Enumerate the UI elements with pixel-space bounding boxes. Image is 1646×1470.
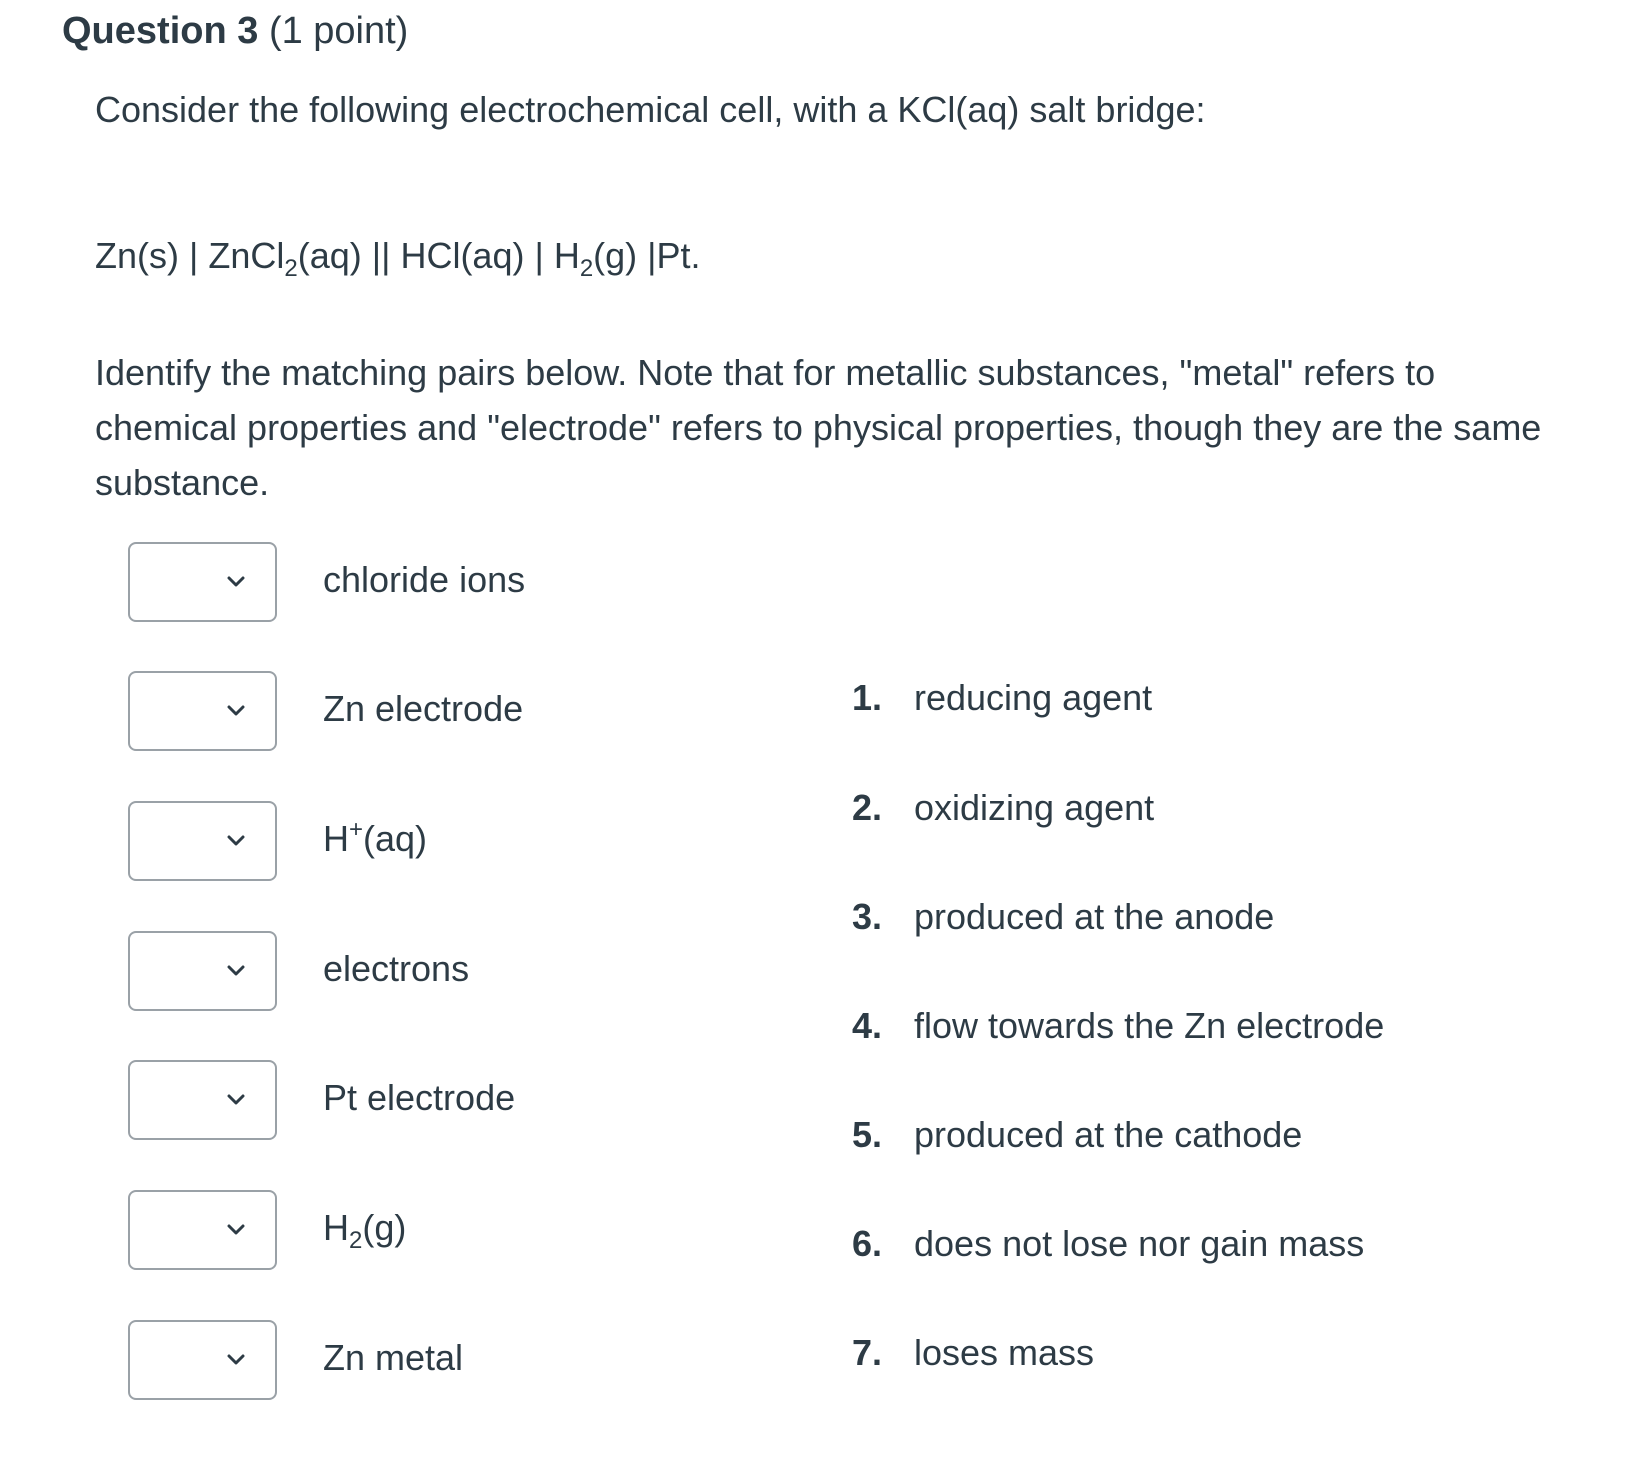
- match-select[interactable]: [128, 931, 277, 1011]
- answer-number: 3.: [852, 896, 883, 937]
- match-label-part: (g): [362, 1207, 407, 1248]
- cell-notation-subscript: 2: [579, 255, 594, 282]
- match-row: [128, 671, 828, 753]
- match-row: [128, 1320, 828, 1402]
- match-row: [128, 1060, 828, 1142]
- match-row: [128, 542, 828, 624]
- prompt-intro: Consider the following electrochemical cell, with a KCl(aq) salt bridge:: [95, 89, 1206, 130]
- match-label-part: (aq): [363, 818, 428, 859]
- match-label: Zn metal: [323, 1337, 464, 1378]
- match-select[interactable]: [128, 671, 277, 751]
- match-label: [323, 817, 427, 861]
- match-select[interactable]: [128, 801, 277, 881]
- match-row: [128, 931, 828, 1013]
- answer-item: [852, 1222, 1364, 1266]
- answer-item: [852, 895, 1274, 939]
- chevron-down-icon: [227, 576, 245, 588]
- chevron-down-icon: [227, 965, 245, 977]
- answer-item: [852, 786, 1154, 830]
- prompt-instructions: Identify the matching pairs below. Note that for metallic substances, "metal" refers to chemical properties and "electrode" refers to physical properties, though they are the same substance.: [95, 352, 1542, 503]
- answer-item: [852, 1113, 1302, 1157]
- answer-number: 4.: [852, 1005, 883, 1046]
- answer-item: [852, 1004, 1384, 1048]
- chevron-down-icon: [227, 835, 245, 847]
- answer-item: [852, 676, 1152, 720]
- cell-notation: [95, 228, 701, 283]
- question-header: [62, 10, 408, 53]
- match-select[interactable]: [128, 1060, 277, 1140]
- match-select[interactable]: [128, 1320, 277, 1400]
- answer-text: does not lose nor gain mass: [914, 1223, 1365, 1264]
- chevron-down-icon: [227, 1094, 245, 1106]
- chevron-down-icon: [227, 1224, 245, 1236]
- match-label-part: H: [323, 818, 349, 859]
- answer-number: 6.: [852, 1223, 883, 1264]
- match-select[interactable]: [128, 542, 277, 622]
- answer-text: loses mass: [914, 1332, 1095, 1373]
- match-label: chloride ions: [323, 559, 526, 600]
- match-select[interactable]: [128, 1190, 277, 1270]
- cell-notation-part: (aq) || HCl(aq) | H: [297, 235, 580, 276]
- match-label: electrons: [323, 948, 470, 989]
- chevron-down-icon: [227, 705, 245, 717]
- cell-notation-part: Zn(s) | ZnCl: [95, 235, 285, 276]
- cell-notation-part: (g) |Pt.: [593, 235, 701, 276]
- answer-text: produced at the anode: [914, 896, 1275, 937]
- question-points: (1 point): [268, 10, 409, 52]
- match-label: Pt electrode: [323, 1077, 516, 1118]
- match-label-superscript: +: [349, 816, 364, 843]
- answer-number: 2.: [852, 787, 883, 828]
- answer-number: 7.: [852, 1332, 883, 1373]
- match-label-part: H: [323, 1207, 349, 1248]
- answer-text: oxidizing agent: [914, 787, 1155, 828]
- chevron-down-icon: [227, 1354, 245, 1366]
- match-label-subscript: 2: [349, 1227, 363, 1254]
- question-title: Question 3: [62, 10, 259, 52]
- answer-number: 1.: [852, 677, 883, 718]
- cell-notation-subscript: 2: [284, 255, 298, 282]
- match-label: [323, 1206, 407, 1254]
- answer-number: 5.: [852, 1114, 883, 1155]
- answer-text: produced at the cathode: [914, 1114, 1303, 1155]
- match-row: [128, 801, 828, 883]
- answer-text: reducing agent: [914, 677, 1153, 718]
- match-row: [128, 1190, 828, 1272]
- answer-item: [852, 1331, 1094, 1375]
- answer-text: flow towards the Zn electrode: [914, 1005, 1385, 1046]
- match-label: Zn electrode: [323, 688, 524, 729]
